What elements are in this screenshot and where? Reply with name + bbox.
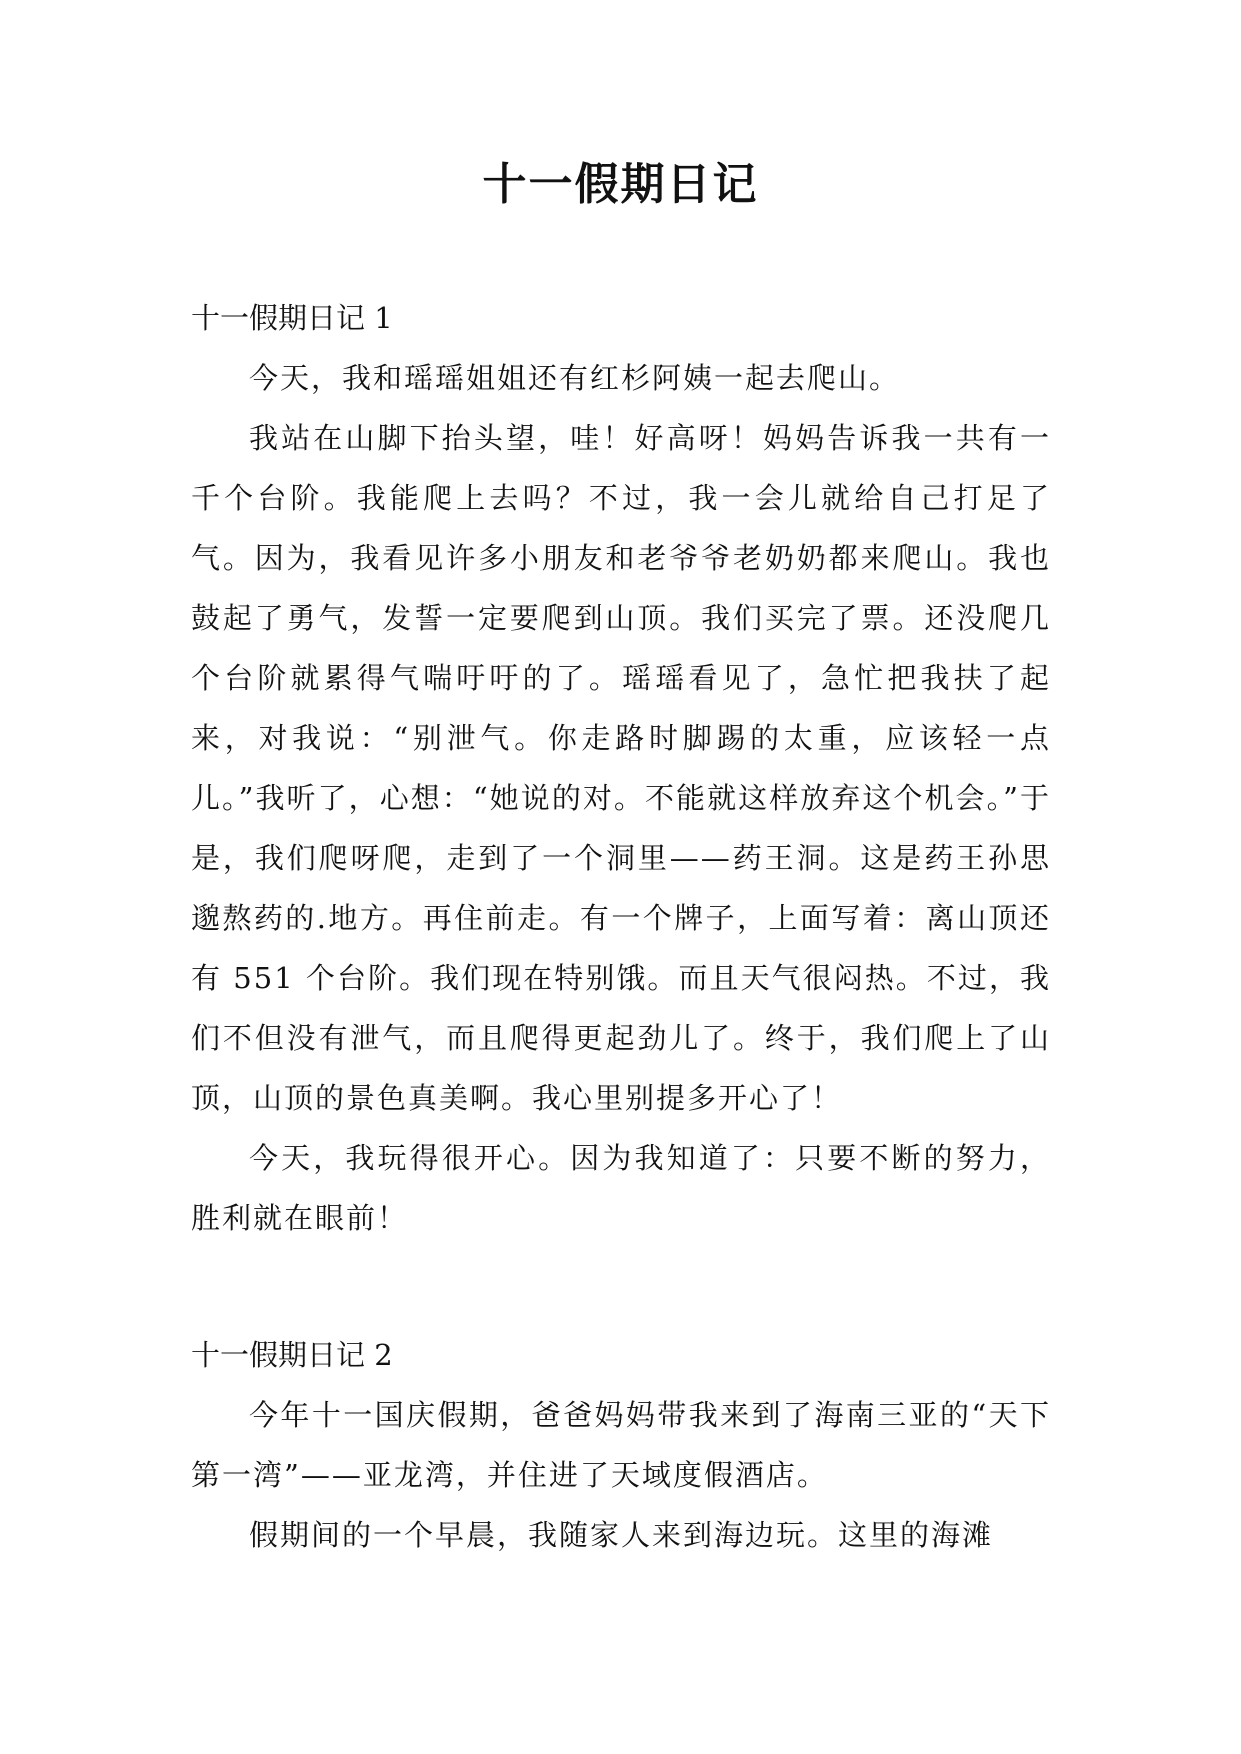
paragraph: 我站在山脚下抬头望，哇！好高呀！妈妈告诉我一共有一千个台阶。我能爬上去吗？不过，我一会儿就给自己打足了气。因为，我看见许多小朋友和老爷爷老奶奶都来爬山。我也鼓起了勇气，发誓一定要爬到山顶。我们买完了票。还没爬几个台阶就累得气喘吁吁的了。瑶瑶看见了，急忙把我扶了起来，对我说：“别泄气。你走路时脚踢的太重，应该轻一点儿。”我听了，心想：“她说的对。不能就这样放弃这个机会。”于是，我们爬呀爬，走到了一个洞里——药王洞。这是药王孙思邈熬药的.地方。再住前走。有一个牌子，上面写着：离山顶还有 551 个台阶。我们现在特别饿。而且天气很闷热。不过，我们不但没有泄气，而且爬得更起劲儿了。终于，我们爬上了山顶，山顶的景色真美啊。我心里别提多开心了！: [191, 421, 1051, 1115]
paragraph: 今天，我玩得很开心。因为我知道了：只要不断的努力，胜利就在眼前！: [191, 1141, 1051, 1235]
paragraph: 今年十一国庆假期，爸爸妈妈带我来到了海南三亚的“天下第一湾”——亚龙湾，并住进了天域度假酒店。: [191, 1398, 1051, 1492]
document-title: 十一假期日记: [482, 159, 759, 210]
diary-entry-2: [191, 1325, 1051, 1565]
entry-heading: 十一假期日记 1: [191, 301, 393, 335]
entry-heading: 十一假期日记 2: [191, 1338, 393, 1372]
paragraph: 今天，我和瑶瑶姐姐还有红杉阿姨一起去爬山。: [249, 361, 901, 395]
paragraph: 假期间的一个早晨，我随家人来到海边玩。这里的海滩: [249, 1518, 994, 1552]
diary-entry-1: [191, 288, 1051, 1248]
